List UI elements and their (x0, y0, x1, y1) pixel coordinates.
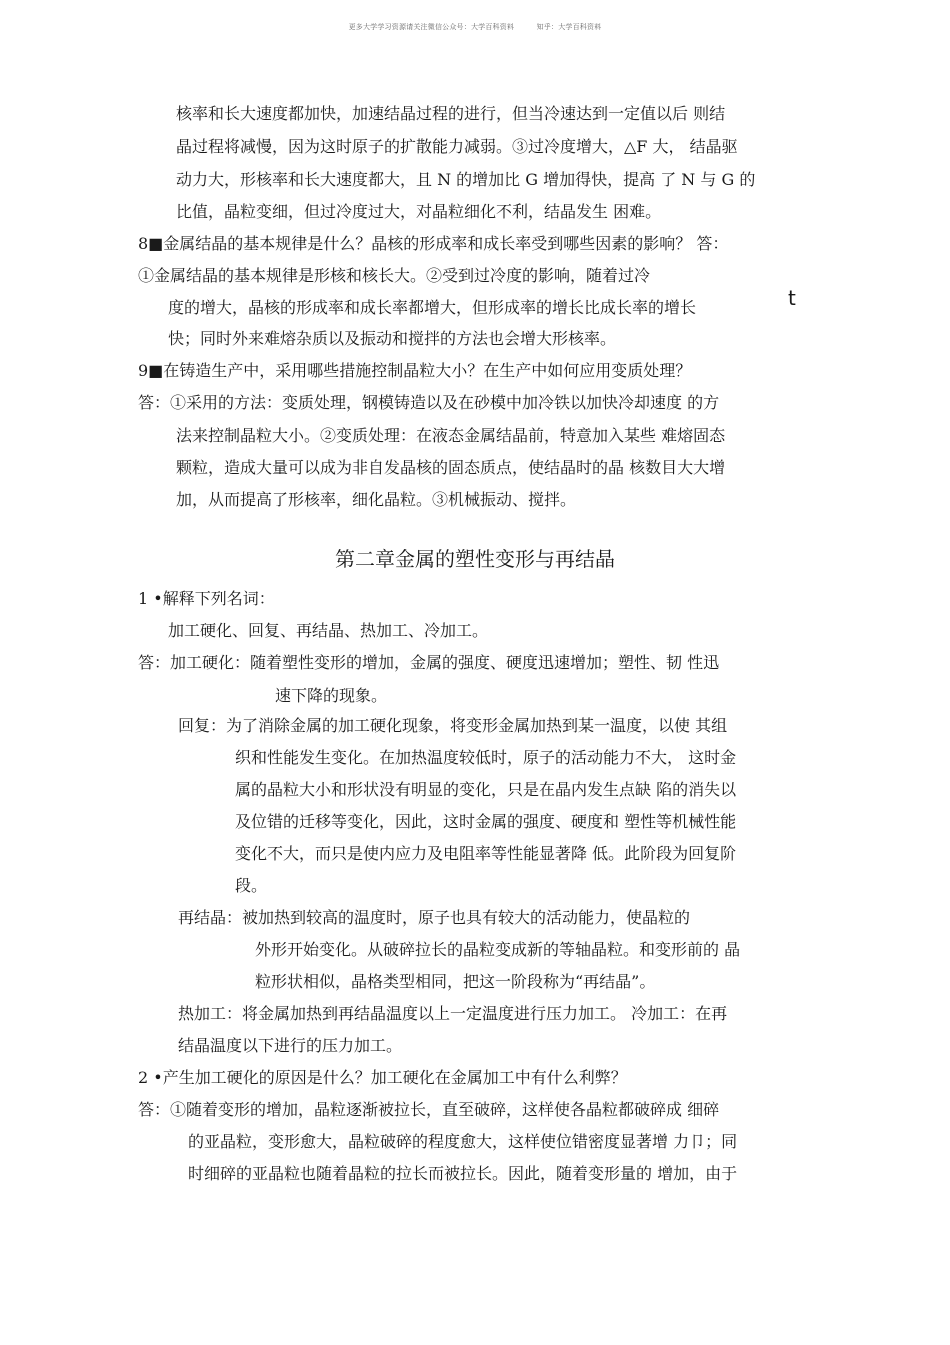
text-line: 结晶温度以下进行的压力加工。 (178, 1036, 403, 1055)
text-line: 时细碎的亚晶粒也随着晶粒的拉长而被拉长。因此，随着变形量的 增加，由于 (188, 1164, 738, 1183)
text-line: 核率和长大速度都加快，加速结晶过程的进行，但当冷速达到一定值以后 则结 (176, 104, 726, 123)
text-line: 颗粒，造成大量可以成为非自发晶核的固态质点，使结晶时的晶 核数目大大增 (176, 458, 726, 477)
text-line: 比值，晶粒变细，但过冷度过大，对晶粒细化不利，结晶发生 困难。 (176, 202, 662, 221)
text-line: 及位错的迁移等变化，因此，这时金属的强度、硬度和 塑性等机械性能 (235, 812, 737, 831)
answer-line: 答：加工硬化：随着塑性变形的增加，金属的强度、硬度迅速增加；塑性、韧 性迅 (138, 653, 720, 672)
text-line: 变化不大，而只是使内应力及电阻率等性能显著降 低。此阶段为回复阶 (235, 844, 737, 863)
text-line: 粒形状相似，晶格类型相同，把这一阶段称为“再结晶”。 (255, 972, 656, 991)
text-line: 动力大，形核率和长大速度都大，且 N 的增加比 G 增加得快，提高 了 N 与 G 的 (176, 170, 756, 189)
header-left-text: 更多大学学习资源请关注微信公众号：大学百科资料 (348, 23, 515, 31)
text-line: 再结晶：被加热到较高的温度时，原子也具有较大的活动能力，使晶粒的 (178, 908, 691, 927)
text-line: 晶过程将减慢，因为这时原子的扩散能力减弱。③过冷度增大，△F 大， 结晶驱 (176, 137, 738, 156)
text-line: 法来控制晶粒大小。②变质处理：在液态金属结晶前，特意加入某些 难熔固态 (176, 426, 726, 445)
text-line: 段。 (235, 876, 268, 895)
answer-line: 答：①随着变形的增加，晶粒逐渐被拉长，直至破碎，这样使各晶粒都破碎成 细碎 (138, 1100, 720, 1119)
text-line: 属的晶粒大小和形状没有明显的变化，只是在晶内发生点缺 陷的消失以 (235, 780, 737, 799)
header-right-text: 知乎：大学百科资料 (536, 23, 602, 31)
text-line: 织和性能发生变化。在加热温度较低时，原子的活动能力不大， 这时金 (235, 748, 737, 767)
text-line: 快；同时外来难熔杂质以及振动和搅拌的方法也会增大形核率。 (168, 329, 617, 348)
question-line: 8■金属结晶的基本规律是什么？晶核的形成率和成长率受到哪些因素的影响？ 答： (138, 234, 729, 253)
stray-mark: t (788, 286, 796, 310)
chapter-title: 第二章金属的塑性变形与再结晶 (335, 547, 615, 571)
text-line: 加，从而提高了形核率，细化晶粒。③机械振动、搅拌。 (176, 490, 577, 509)
text-line: 度的增大，晶核的形成率和成长率都增大，但形成率的增长比成长率的增长 (168, 298, 697, 317)
question-line: 9■在铸造生产中，采用哪些措施控制晶粒大小？在生产中如何应用变质处理？ (138, 361, 692, 380)
question-line: 2 •产生加工硬化的原因是什么？加工硬化在金属加工中有什么利弊？ (138, 1068, 627, 1087)
text-line: 速下降的现象。 (275, 686, 388, 705)
text-line: 加工硬化、回复、再结晶、热加工、冷加工。 (168, 621, 489, 640)
text-line: ①金属结晶的基本规律是形核和核长大。②受到过冷度的影响，随着过冷 (138, 266, 651, 285)
text-line: 热加工：将金属加热到再结晶温度以上一定温度进行压力加工。 冷加工：在再 (178, 1004, 728, 1023)
text-line: 外形开始变化。从破碎拉长的晶粒变成新的等轴晶粒。和变形前的 晶 (255, 940, 741, 959)
text-line: 回复：为了消除金属的加工硬化现象，将变形金属加热到某一温度，以使 其组 (178, 716, 728, 735)
text-line: 的亚晶粒，变形愈大，晶粒破碎的程度愈大，这样使位错密度显著增 力卩；同 (188, 1132, 738, 1151)
answer-line: 答：①采用的方法：变质处理，钢模铸造以及在砂模中加冷铁以加快冷却速度 的方 (138, 393, 720, 412)
page-header (0, 22, 950, 32)
question-line: 1 •解释下列名词： (138, 589, 275, 608)
